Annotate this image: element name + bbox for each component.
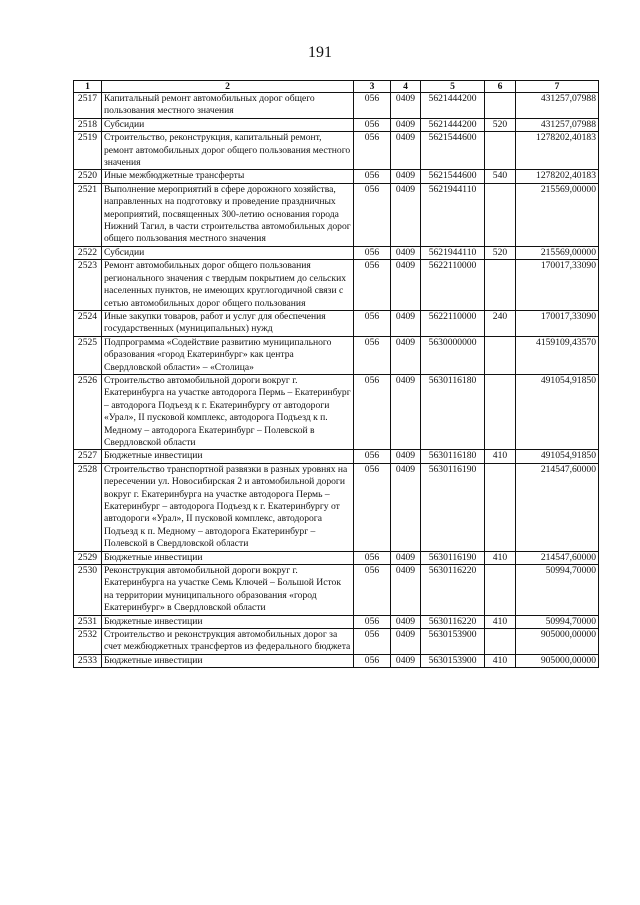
page-number: 191 <box>308 44 332 61</box>
row-name: Иные закупки товаров, работ и услуг для обеспечения государственных (муниципальных) нужд <box>102 310 354 336</box>
row-name: Ремонт автомобильных дорог общего пользования регионального значения с твердым покрытием до сельских населенных пунктов, не имеющих круглогодичной связи с сетью автомобильных дорог общего пользования <box>102 260 354 311</box>
row-target-code: 5630153900 <box>421 654 485 667</box>
table-row <box>74 336 599 374</box>
row-amount: 214547,60000 <box>516 463 599 551</box>
row-number: 2520 <box>74 170 102 183</box>
row-name: Бюджетные инвестиции <box>102 654 354 667</box>
row-name: Бюджетные инвестиции <box>102 450 354 463</box>
row-ministry-code: 056 <box>354 463 391 551</box>
row-target-code: 5621544600 <box>421 170 485 183</box>
row-expense-type <box>485 336 516 374</box>
row-expense-type <box>485 183 516 246</box>
row-ministry-code: 056 <box>354 93 391 119</box>
row-section-code: 0409 <box>391 260 421 311</box>
row-ministry-code: 056 <box>354 629 391 655</box>
row-ministry-code: 056 <box>354 260 391 311</box>
row-ministry-code: 056 <box>354 654 391 667</box>
row-number: 2533 <box>74 654 102 667</box>
row-name: Иные межбюджетные трансферты <box>102 170 354 183</box>
header-row <box>74 81 599 93</box>
table-row <box>74 551 599 564</box>
row-ministry-code: 056 <box>354 565 391 616</box>
row-name: Подпрограмма «Содействие развитию муниципального образования «город Екатеринбург» как центра Свердловской области» – «Столица» <box>102 336 354 374</box>
row-number: 2530 <box>74 565 102 616</box>
row-section-code: 0409 <box>391 183 421 246</box>
row-section-code: 0409 <box>391 170 421 183</box>
row-expense-type <box>485 565 516 616</box>
row-expense-type: 520 <box>485 118 516 131</box>
table-row <box>74 260 599 311</box>
row-amount: 214547,60000 <box>516 551 599 564</box>
table-row <box>74 118 599 131</box>
row-amount: 491054,91850 <box>516 374 599 449</box>
row-target-code: 5621944110 <box>421 246 485 259</box>
row-number: 2524 <box>74 310 102 336</box>
row-section-code: 0409 <box>391 463 421 551</box>
row-name: Строительство транспортной развязки в разных уровнях на пересечении ул. Новосибирская 2 и автомобильной дороги вокруг г. Екатеринбурга на участке автодорога Пермь – Екатеринбург – автодорога Подъезд к г. Екатеринбургу от автодороги «Урал», II пусковой комплекс, автодорога Подъезд к п. Медному – автодорога Екатеринбург – Полевской в Свердловской области <box>102 463 354 551</box>
row-section-code: 0409 <box>391 310 421 336</box>
row-ministry-code: 056 <box>354 246 391 259</box>
table-row <box>74 310 599 336</box>
row-section-code: 0409 <box>391 246 421 259</box>
row-amount: 1278202,40183 <box>516 170 599 183</box>
row-expense-type: 520 <box>485 246 516 259</box>
row-section-code: 0409 <box>391 93 421 119</box>
table-row <box>74 629 599 655</box>
row-target-code: 5621444200 <box>421 93 485 119</box>
row-number: 2518 <box>74 118 102 131</box>
row-section-code: 0409 <box>391 615 421 628</box>
row-number: 2522 <box>74 246 102 259</box>
row-amount: 431257,07988 <box>516 118 599 131</box>
row-number: 2525 <box>74 336 102 374</box>
table-row <box>74 615 599 628</box>
row-expense-type: 540 <box>485 170 516 183</box>
row-name: Капитальный ремонт автомобильных дорог общего пользования местного значения <box>102 93 354 119</box>
row-target-code: 5630116220 <box>421 615 485 628</box>
table-row <box>74 463 599 551</box>
table-row <box>74 183 599 246</box>
row-target-code: 5621944110 <box>421 183 485 246</box>
row-amount: 215569,00000 <box>516 246 599 259</box>
row-amount: 431257,07988 <box>516 93 599 119</box>
row-ministry-code: 056 <box>354 310 391 336</box>
row-name: Субсидии <box>102 246 354 259</box>
row-number: 2528 <box>74 463 102 551</box>
row-amount: 491054,91850 <box>516 450 599 463</box>
row-expense-type: 410 <box>485 615 516 628</box>
table-row <box>74 170 599 183</box>
row-number: 2521 <box>74 183 102 246</box>
row-name: Строительство и реконструкция автомобильных дорог за счет межбюджетных трансфертов из федерального бюджета <box>102 629 354 655</box>
table-row <box>74 450 599 463</box>
row-section-code: 0409 <box>391 629 421 655</box>
row-expense-type <box>485 629 516 655</box>
row-ministry-code: 056 <box>354 132 391 170</box>
row-amount: 4159109,43570 <box>516 336 599 374</box>
row-number: 2527 <box>74 450 102 463</box>
row-section-code: 0409 <box>391 336 421 374</box>
row-target-code: 5630116220 <box>421 565 485 616</box>
row-target-code: 5630116180 <box>421 374 485 449</box>
column-header: 3 <box>354 81 391 93</box>
row-ministry-code: 056 <box>354 118 391 131</box>
row-ministry-code: 056 <box>354 183 391 246</box>
table-row <box>74 654 599 667</box>
row-amount: 170017,33090 <box>516 310 599 336</box>
row-amount: 170017,33090 <box>516 260 599 311</box>
row-expense-type <box>485 374 516 449</box>
row-number: 2531 <box>74 615 102 628</box>
row-name: Реконструкция автомобильной дороги вокруг г. Екатеринбурга на участке Семь Ключей – Большой Исток на территории муниципального образования «город Екатеринбург» в Свердловской области <box>102 565 354 616</box>
row-section-code: 0409 <box>391 374 421 449</box>
row-target-code: 5630153900 <box>421 629 485 655</box>
row-target-code: 5630116180 <box>421 450 485 463</box>
budget-table <box>73 80 599 668</box>
row-section-code: 0409 <box>391 132 421 170</box>
row-expense-type <box>485 463 516 551</box>
row-expense-type: 410 <box>485 450 516 463</box>
row-section-code: 0409 <box>391 565 421 616</box>
column-header: 4 <box>391 81 421 93</box>
row-name: Выполнение мероприятий в сфере дорожного хозяйства, направленных на подготовку и проведение праздничных мероприятий, посвященных 300-летию основания города Нижний Тагил, в части строительства автомобильных дорог общего пользования местного значения <box>102 183 354 246</box>
row-number: 2519 <box>74 132 102 170</box>
row-number: 2526 <box>74 374 102 449</box>
row-ministry-code: 056 <box>354 374 391 449</box>
row-expense-type: 410 <box>485 654 516 667</box>
table-row <box>74 246 599 259</box>
row-ministry-code: 056 <box>354 336 391 374</box>
row-name: Бюджетные инвестиции <box>102 551 354 564</box>
row-ministry-code: 056 <box>354 551 391 564</box>
row-expense-type <box>485 93 516 119</box>
row-target-code: 5630116190 <box>421 463 485 551</box>
row-section-code: 0409 <box>391 654 421 667</box>
row-section-code: 0409 <box>391 118 421 131</box>
row-expense-type <box>485 260 516 311</box>
row-name: Бюджетные инвестиции <box>102 615 354 628</box>
row-amount: 50994,70000 <box>516 565 599 616</box>
row-ministry-code: 056 <box>354 615 391 628</box>
row-amount: 50994,70000 <box>516 615 599 628</box>
table-row <box>74 132 599 170</box>
row-target-code: 5630116190 <box>421 551 485 564</box>
table-row <box>74 374 599 449</box>
row-name: Строительство автомобильной дороги вокруг г. Екатеринбурга на участке автодорога Пермь – Екатеринбург – автодорога Подъезд к г. Екатеринбургу от автодороги «Урал», II пусковой комплекс, автодорога Подъезд к п. Медному – автодорога Екатеринбург – Полевской в Свердловской области <box>102 374 354 449</box>
column-header: 1 <box>74 81 102 93</box>
row-number: 2529 <box>74 551 102 564</box>
row-amount: 905000,00000 <box>516 629 599 655</box>
row-expense-type: 410 <box>485 551 516 564</box>
row-name: Субсидии <box>102 118 354 131</box>
column-header: 2 <box>102 81 354 93</box>
row-target-code: 5622110000 <box>421 310 485 336</box>
row-amount: 1278202,40183 <box>516 132 599 170</box>
column-header: 5 <box>421 81 485 93</box>
row-expense-type <box>485 132 516 170</box>
row-ministry-code: 056 <box>354 170 391 183</box>
row-ministry-code: 056 <box>354 450 391 463</box>
row-number: 2532 <box>74 629 102 655</box>
table-row <box>74 93 599 119</box>
table-row <box>74 565 599 616</box>
row-amount: 215569,00000 <box>516 183 599 246</box>
row-section-code: 0409 <box>391 551 421 564</box>
column-header: 7 <box>516 81 599 93</box>
column-header: 6 <box>485 81 516 93</box>
row-target-code: 5630000000 <box>421 336 485 374</box>
row-target-code: 5622110000 <box>421 260 485 311</box>
row-expense-type: 240 <box>485 310 516 336</box>
row-target-code: 5621544600 <box>421 132 485 170</box>
row-number: 2517 <box>74 93 102 119</box>
row-amount: 905000,00000 <box>516 654 599 667</box>
row-section-code: 0409 <box>391 450 421 463</box>
row-number: 2523 <box>74 260 102 311</box>
row-name: Строительство, реконструкция, капитальный ремонт, ремонт автомобильных дорог общего пользования местного значения <box>102 132 354 170</box>
row-target-code: 5621444200 <box>421 118 485 131</box>
